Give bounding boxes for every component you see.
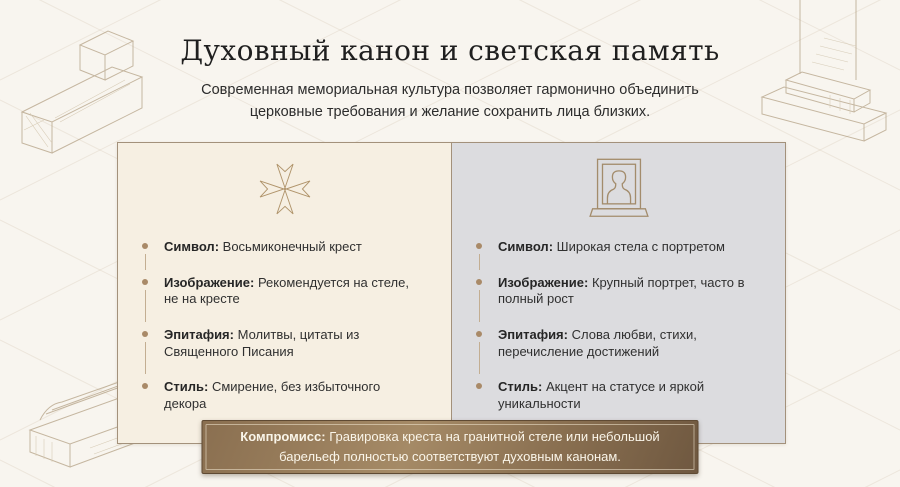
item-label: Изображение: — [498, 274, 589, 290]
item-text: Восьмиконечный крест — [222, 239, 362, 254]
item-text: Акцент на статусе и яркой уникальности — [498, 379, 705, 411]
list-item — [142, 275, 425, 308]
item-text: Смирение, без избыточного декора — [164, 379, 381, 411]
list-item — [476, 327, 759, 360]
item-label: Эпитафия: — [498, 326, 568, 342]
list-item — [142, 379, 425, 412]
page-subtitle: Современная мемориальная культура позволяет гармонично объединить церковные требования и желание сохранить лица близких. — [201, 82, 699, 121]
list-item — [476, 379, 759, 412]
bullet-dot — [476, 331, 482, 337]
list-item — [476, 275, 759, 308]
card-secular-memory — [451, 143, 785, 443]
list-item — [476, 239, 759, 256]
list-item — [142, 239, 425, 256]
item-text: Молитвы, цитаты из Священного Писания — [164, 326, 360, 359]
banner-body: Гравировка креста на гранитной стеле или небольшой барельеф полностью соответствуют духовным канонам. — [279, 429, 660, 464]
item-text: Широкая стела с портретом — [556, 239, 725, 254]
bullet-dot — [476, 383, 482, 389]
banner-text — [215, 427, 686, 466]
compromise-banner — [202, 420, 699, 474]
item-text: Рекомендуется на стеле, не на кресте — [164, 274, 409, 307]
bullet-dot — [142, 243, 148, 249]
banner-label: Компромисс: — [240, 429, 326, 444]
item-label: Символ: — [498, 239, 554, 254]
item-label: Изображение: — [164, 274, 255, 290]
card-spiritual-canon — [118, 143, 451, 443]
item-label: Стиль: — [164, 379, 209, 395]
item-label: Эпитафия: — [164, 326, 234, 342]
bullet-dot — [476, 279, 482, 285]
item-label: Символ: — [164, 239, 220, 254]
bullet-dot — [142, 279, 148, 285]
bullet-dot — [142, 383, 148, 389]
item-text: Крупный портрет, часто в полный рост — [498, 274, 745, 307]
card-icon-area — [452, 143, 785, 235]
card-icon-area — [118, 143, 451, 235]
stele-portrait-icon — [586, 151, 652, 227]
secular-list — [452, 235, 785, 431]
bullet-dot — [142, 331, 148, 337]
slide-header — [0, 0, 900, 124]
spiritual-list — [118, 235, 451, 431]
page-title: Духовный канон и светская память — [180, 34, 720, 67]
item-text: Слова любви, стихи, перечисление достижений — [498, 326, 697, 359]
list-item — [142, 327, 425, 360]
item-label: Стиль: — [498, 379, 543, 395]
comparison-cards — [117, 142, 786, 444]
bullet-dot — [476, 243, 482, 249]
maltese-cross-icon — [256, 160, 314, 218]
